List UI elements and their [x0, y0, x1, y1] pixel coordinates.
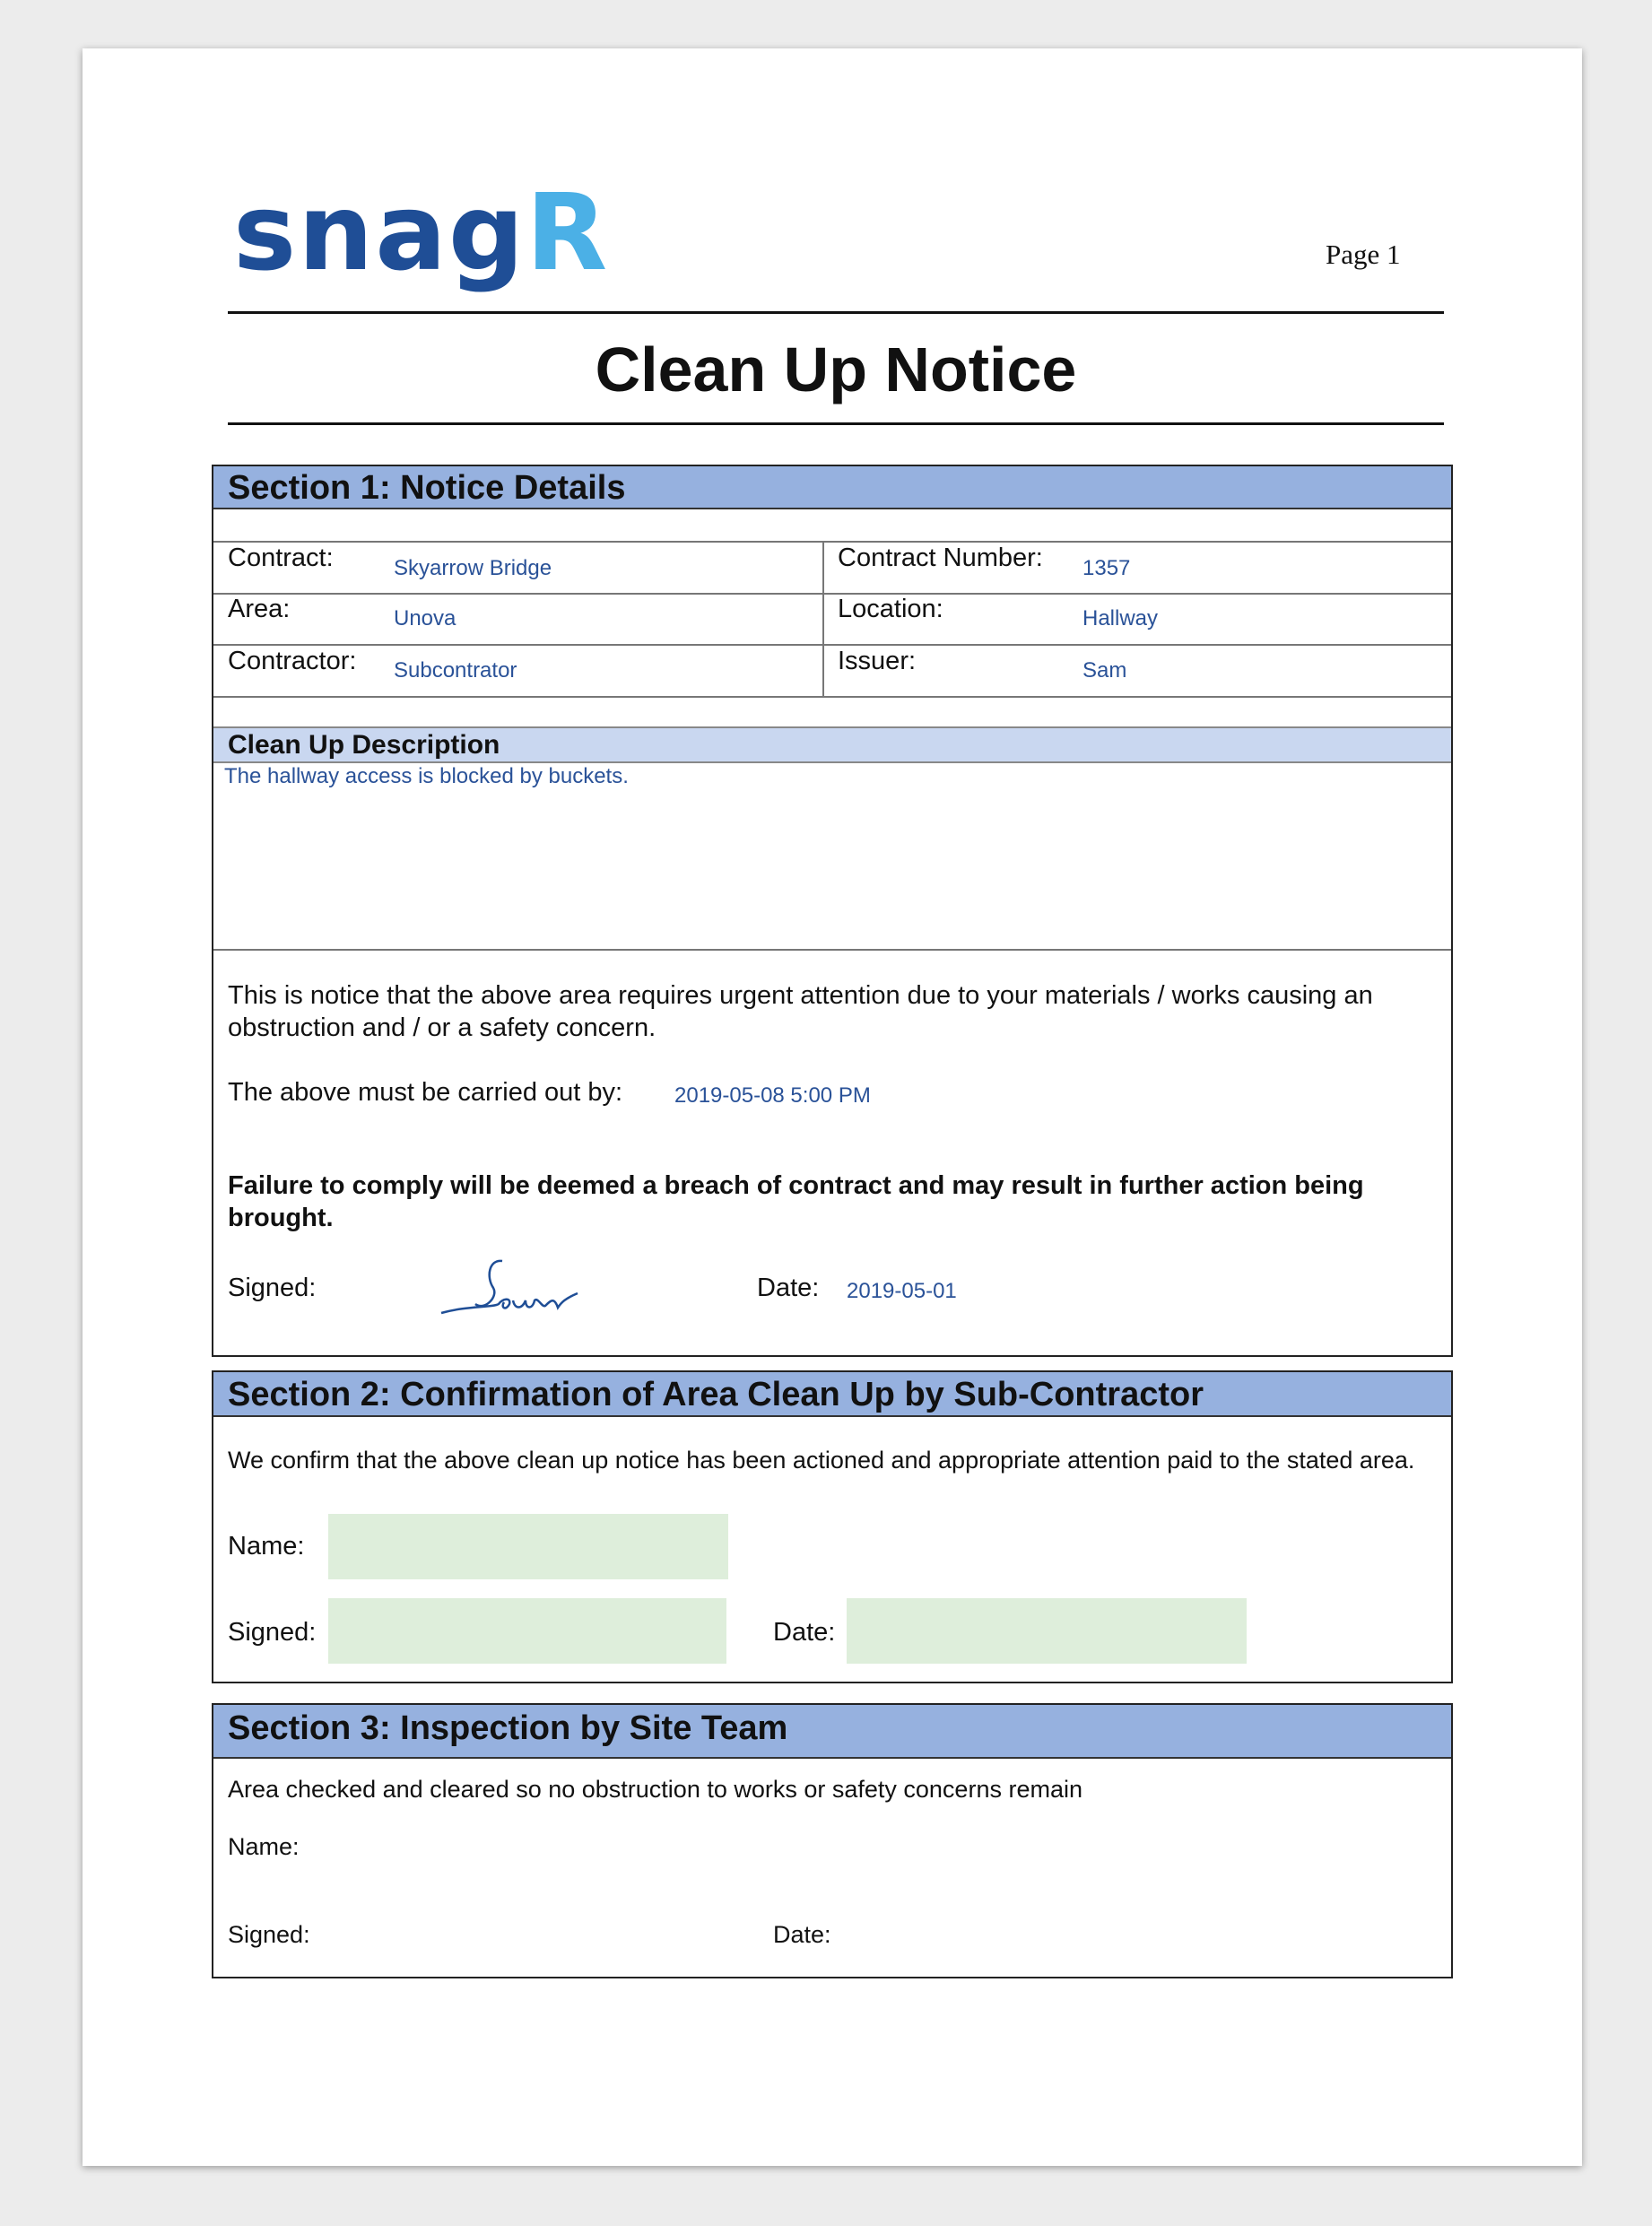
deadline-value: 2019-05-08 5:00 PM: [674, 1083, 871, 1108]
warning-text: Failure to comply will be deemed a breach of contract and may result in further action being brought.: [228, 1171, 1364, 1232]
section-3: [212, 1703, 1453, 1978]
date-label: Date:: [773, 1618, 836, 1647]
section-2-header: Section 2: Confirmation of Area Clean Up by Sub-Contractor: [213, 1372, 1451, 1417]
signed-label: Signed:: [228, 1274, 317, 1302]
section-1: [212, 465, 1453, 1357]
section-1-header: Section 1: Notice Details: [213, 466, 1451, 509]
signature-field[interactable]: [328, 1598, 726, 1664]
description-divider: [213, 949, 1451, 951]
description-text: The hallway access is blocked by buckets.: [224, 764, 629, 788]
signed-label: Signed:: [228, 1921, 310, 1948]
divider: [228, 311, 1444, 314]
issuer-label: Issuer:: [838, 647, 917, 675]
date-value: 2019-05-01: [847, 1279, 957, 1303]
page-number: Page 1: [1326, 239, 1401, 270]
section-2: [212, 1370, 1453, 1683]
date-label: Date:: [773, 1921, 831, 1948]
contract-number-label: Contract Number:: [838, 543, 1043, 572]
signature-image: [439, 1257, 592, 1320]
confirmation-text: We confirm that the above clean up notice has been actioned and appropriate attention paid to the stated area.: [228, 1447, 1415, 1474]
contract-number-value: 1357: [1082, 556, 1131, 580]
name-field[interactable]: [328, 1514, 728, 1579]
row-divider: [213, 541, 1451, 543]
signed-label: Signed:: [228, 1618, 317, 1647]
issuer-value: Sam: [1082, 658, 1127, 683]
snagr-logo: [233, 170, 610, 294]
area-value: Unova: [394, 606, 456, 630]
date-label: Date:: [757, 1274, 820, 1302]
contractor-value: Subcontrator: [394, 658, 517, 683]
notice-text: This is notice that the above area requires urgent attention due to your materials / works causing an obstruction and / or a safety concern.: [228, 981, 1373, 1042]
inspection-text: Area checked and cleared so no obstruction to works or safety concerns remain: [228, 1776, 1082, 1803]
contract-label: Contract:: [228, 543, 334, 572]
name-label: Name:: [228, 1833, 300, 1860]
description-header: Clean Up Description: [213, 726, 1451, 763]
location-value: Hallway: [1082, 606, 1159, 630]
contract-value: Skyarrow Bridge: [394, 556, 552, 580]
date-field[interactable]: [847, 1598, 1247, 1664]
divider: [228, 422, 1444, 425]
logo-text: snag: [233, 170, 526, 294]
section-3-header: Section 3: Inspection by Site Team: [213, 1705, 1451, 1759]
row-divider: [213, 593, 1451, 595]
contractor-label: Contractor:: [228, 647, 357, 675]
area-label: Area:: [228, 595, 291, 623]
logo-accent: R: [526, 170, 610, 294]
deadline-label: The above must be carried out by:: [228, 1078, 623, 1107]
location-label: Location:: [838, 595, 943, 623]
column-divider: [822, 541, 824, 698]
page-title: Clean Up Notice: [595, 335, 1077, 404]
row-divider: [213, 696, 1451, 698]
row-divider: [213, 644, 1451, 646]
name-label: Name:: [228, 1532, 305, 1561]
